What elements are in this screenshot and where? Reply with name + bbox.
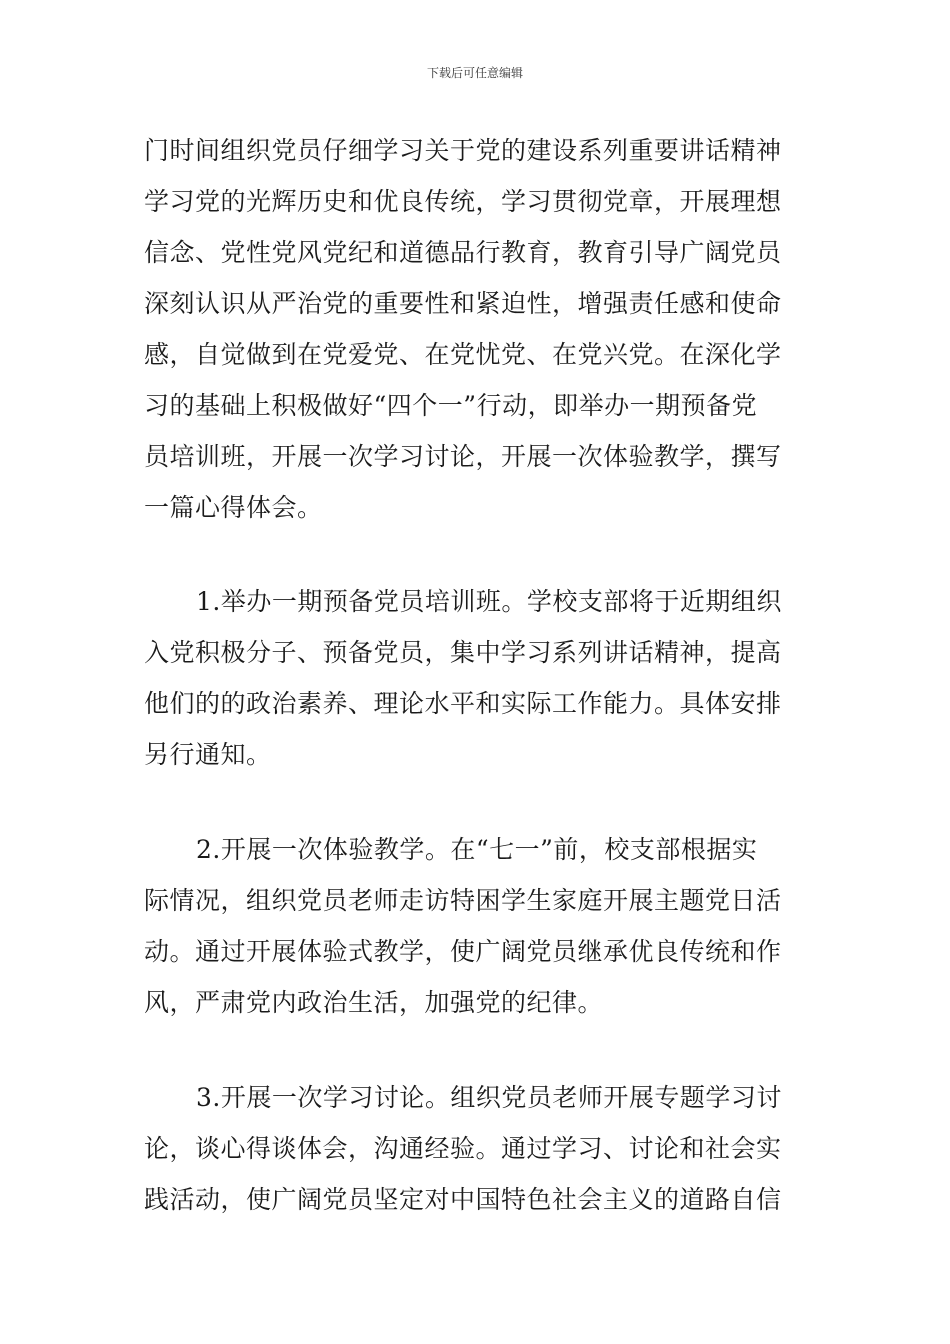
- text-line: 动。通过开展体验式教学，使广阔党员继承优良传统和作: [144, 937, 782, 966]
- paragraph-item-2: [144, 824, 812, 1028]
- text-line: 2.开展一次体验教学。在“七一”前，校支部根据实: [196, 835, 758, 864]
- text-line: 深刻认识从严治党的重要性和紧迫性，增强责任感和使命: [144, 289, 782, 318]
- text-line: 践活动，使广阔党员坚定对中国特色社会主义的道路自信: [144, 1185, 782, 1214]
- text-line: 3.开展一次学习讨论。组织党员老师开展专题学习讨: [196, 1083, 782, 1112]
- paragraph-item-3: [144, 1072, 812, 1225]
- text-line: 入党积极分子、预备党员，集中学习系列讲话精神，提高: [144, 638, 782, 667]
- text-line: 门时间组织党员仔细学习关于党的建设系列重要讲话精神: [144, 136, 782, 165]
- paragraph-intro: [144, 125, 812, 533]
- text-line: 论，谈心得谈体会，沟通经验。通过学习、讨论和社会实: [144, 1134, 782, 1163]
- text-line: 学习党的光辉历史和优良传统，学习贯彻党章，开展理想: [144, 187, 782, 216]
- text-line: 际情况，组织党员老师走访特困学生家庭开展主题党日活: [144, 886, 782, 915]
- text-line: 感，自觉做到在党爱党、在党忧党、在党兴党。在深化学: [144, 340, 782, 369]
- text-line: 信念、党性党风党纪和道德品行教育，教育引导广阔党员: [144, 238, 782, 267]
- text-line: 一篇心得体会。: [144, 493, 323, 522]
- text-line: 另行通知。: [144, 740, 272, 769]
- text-line: 习的基础上积极做好“四个一”行动，即举办一期预备党: [144, 391, 758, 420]
- page-header: 下载后可任意编辑: [426, 66, 523, 80]
- text-line: 1.举办一期预备党员培训班。学校支部将于近期组织: [196, 587, 782, 616]
- paragraph-item-1: [144, 576, 812, 780]
- text-line: 风，严肃党内政治生活，加强党的纪律。: [144, 988, 604, 1017]
- text-line: 他们的的政治素养、理论水平和实际工作能力。具体安排: [144, 689, 782, 718]
- text-line: 员培训班，开展一次学习讨论，开展一次体验教学，撰写: [144, 442, 782, 471]
